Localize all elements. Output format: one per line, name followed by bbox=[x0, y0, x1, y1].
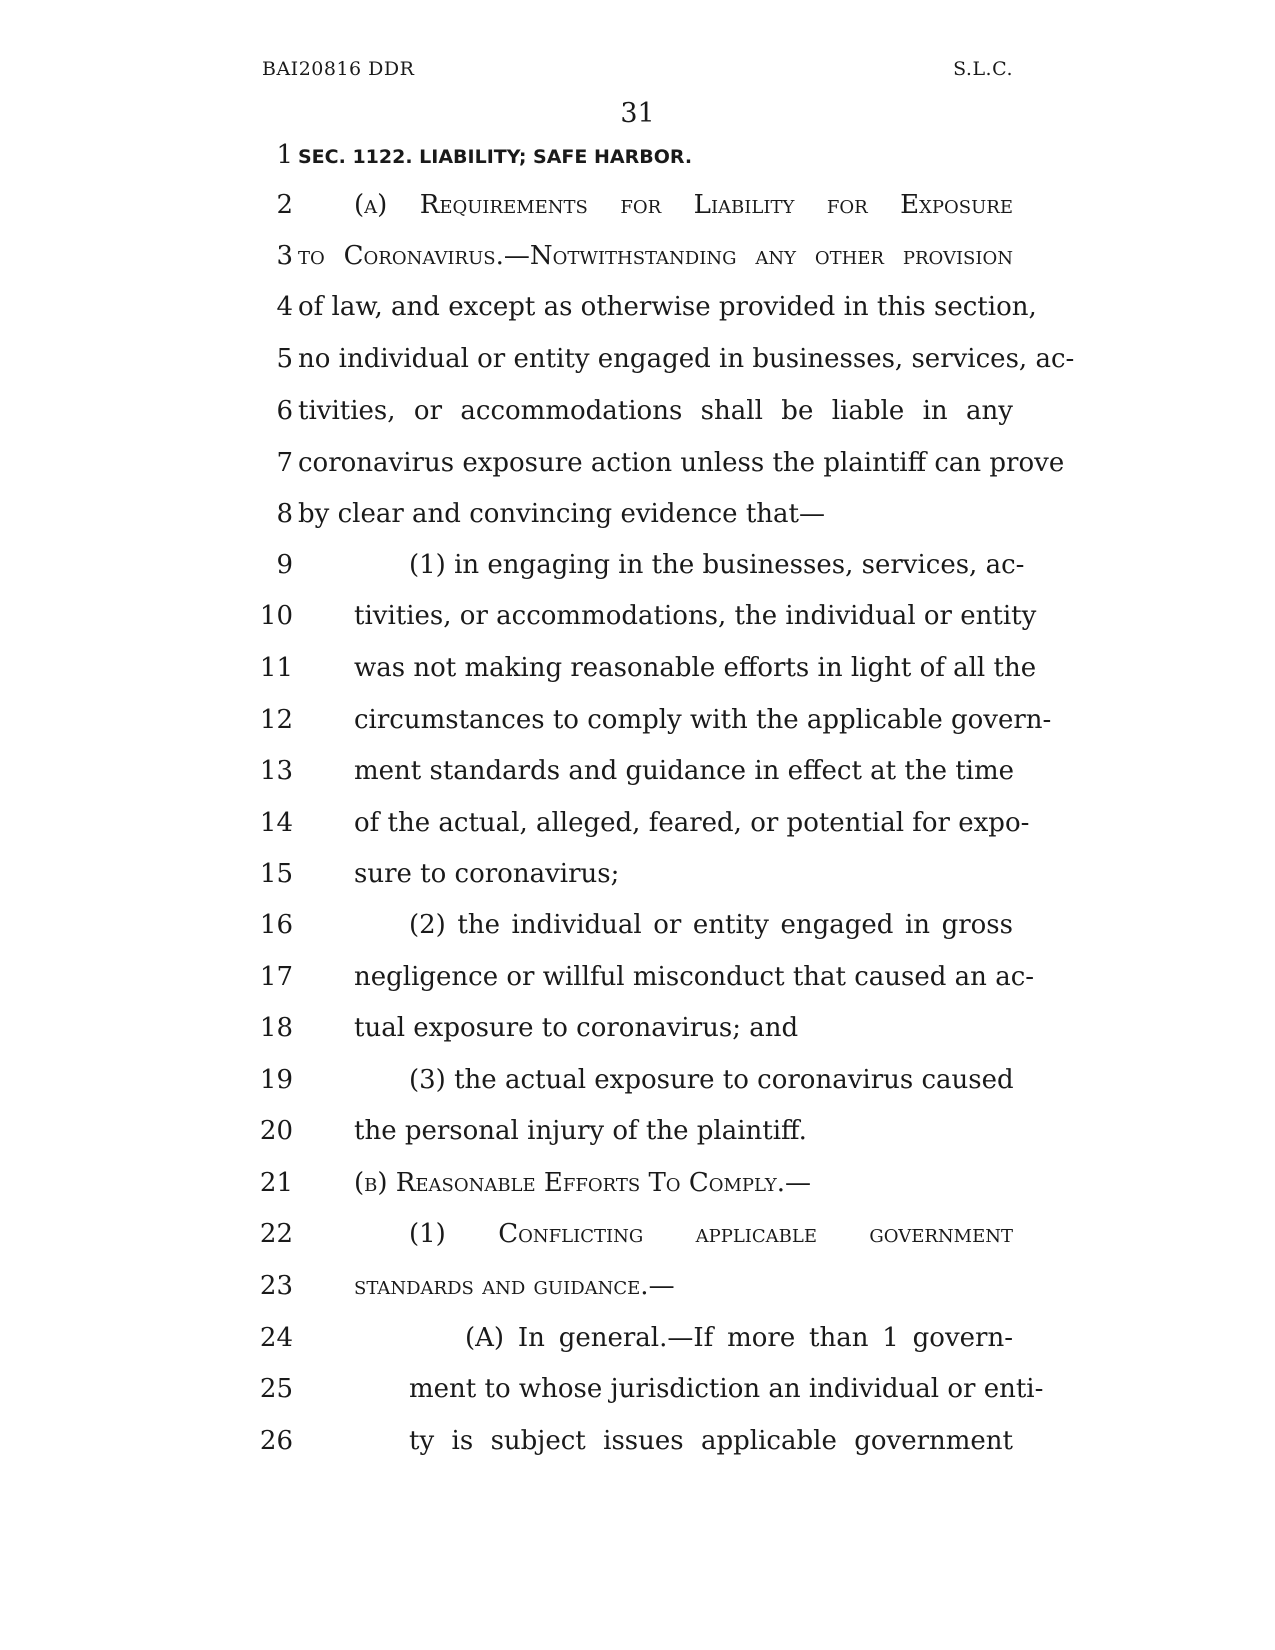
line-text: (3) the actual exposure to coronavirus caused bbox=[409, 1065, 1014, 1095]
line-text: (2) the individual or entity engaged in gross bbox=[409, 910, 1013, 940]
line-number: 1 bbox=[276, 140, 293, 170]
line-number: 24 bbox=[259, 1323, 293, 1353]
line-number: 10 bbox=[259, 601, 293, 631]
text-line bbox=[0, 756, 1275, 810]
text-line bbox=[0, 1426, 1275, 1480]
line-number: 26 bbox=[259, 1426, 293, 1456]
line-text: was not making reasonable efforts in light of all the bbox=[354, 653, 1037, 683]
text-line bbox=[0, 1271, 1275, 1325]
line-number: 3 bbox=[276, 241, 293, 271]
text-line bbox=[0, 550, 1275, 604]
text-line bbox=[0, 653, 1275, 707]
page-number: 31 bbox=[620, 98, 655, 129]
line-number: 9 bbox=[276, 550, 293, 580]
text-line bbox=[0, 140, 1275, 194]
line-number: 22 bbox=[259, 1219, 293, 1249]
line-number: 20 bbox=[259, 1116, 293, 1146]
line-text: coronavirus exposure action unless the plaintiff can prove bbox=[298, 448, 1065, 478]
line-number: 13 bbox=[259, 756, 293, 786]
text-line bbox=[0, 499, 1275, 553]
text-line bbox=[0, 705, 1275, 759]
line-text: (1) in engaging in the businesses, services, ac- bbox=[409, 550, 1025, 580]
text-line bbox=[0, 1374, 1275, 1428]
paragraph-heading: standards and guidance.— bbox=[354, 1271, 675, 1301]
line-text: sure to coronavirus; bbox=[354, 859, 620, 889]
line-number: 5 bbox=[276, 344, 293, 374]
line-number: 23 bbox=[259, 1271, 293, 1301]
line-number: 14 bbox=[259, 808, 293, 838]
text-line bbox=[0, 859, 1275, 913]
text-line bbox=[0, 1013, 1275, 1067]
line-text: tivities, or accommodations, the individual or entity bbox=[354, 601, 1037, 631]
text-line bbox=[0, 962, 1275, 1016]
line-text: ment to whose jurisdiction an individual or enti- bbox=[409, 1374, 1044, 1404]
line-number: 15 bbox=[259, 859, 293, 889]
line-number: 18 bbox=[259, 1013, 293, 1043]
document-code: S.L.C. bbox=[953, 58, 1013, 80]
section-heading: SEC. 1122. LIABILITY; SAFE HARBOR. bbox=[298, 146, 693, 168]
line-number: 2 bbox=[276, 190, 293, 220]
text-line bbox=[0, 1323, 1275, 1377]
text-line bbox=[0, 344, 1275, 398]
line-text: (A) In general.—If more than 1 govern- bbox=[465, 1323, 1013, 1353]
text-line bbox=[0, 1219, 1275, 1273]
paragraph-heading: (1) Conflicting applicable government bbox=[409, 1219, 1013, 1249]
line-text: no individual or entity engaged in businesses, services, ac- bbox=[298, 344, 1075, 374]
text-line bbox=[0, 1065, 1275, 1119]
line-number: 4 bbox=[276, 292, 293, 322]
line-text: to Coronavirus.—Notwithstanding any other provision bbox=[298, 241, 1013, 271]
line-text: (a) Requirements for Liability for Exposure bbox=[354, 190, 1013, 220]
line-number: 21 bbox=[259, 1168, 293, 1198]
line-text: of law, and except as otherwise provided in this section, bbox=[298, 292, 1037, 322]
line-number: 6 bbox=[276, 396, 293, 426]
line-text: of the actual, alleged, feared, or potential for expo- bbox=[354, 808, 1030, 838]
subsection-heading: (b) Reasonable Efforts To Comply.— bbox=[354, 1168, 811, 1198]
line-text: tual exposure to coronavirus; and bbox=[354, 1013, 799, 1043]
text-line bbox=[0, 1116, 1275, 1170]
text-line bbox=[0, 601, 1275, 655]
line-number: 16 bbox=[259, 910, 293, 940]
text-line bbox=[0, 808, 1275, 862]
line-text: negligence or willful misconduct that caused an ac- bbox=[354, 962, 1035, 992]
line-text: ment standards and guidance in effect at the time bbox=[354, 756, 1015, 786]
line-number: 8 bbox=[276, 499, 293, 529]
text-line bbox=[0, 396, 1275, 450]
line-number: 19 bbox=[259, 1065, 293, 1095]
line-number: 11 bbox=[259, 653, 293, 683]
text-line bbox=[0, 190, 1275, 244]
line-text: the personal injury of the plaintiff. bbox=[354, 1116, 807, 1146]
line-number: 17 bbox=[259, 962, 293, 992]
text-line bbox=[0, 292, 1275, 346]
document-id: BAI20816 DDR bbox=[262, 58, 415, 80]
text-line bbox=[0, 1168, 1275, 1222]
line-text: ty is subject issues applicable government bbox=[409, 1426, 1013, 1456]
line-text: by clear and convincing evidence that— bbox=[298, 499, 825, 529]
text-line bbox=[0, 448, 1275, 502]
text-line bbox=[0, 910, 1275, 964]
line-number: 25 bbox=[259, 1374, 293, 1404]
line-number: 12 bbox=[259, 705, 293, 735]
text-line bbox=[0, 241, 1275, 295]
line-number: 7 bbox=[276, 448, 293, 478]
line-text: tivities, or accommodations shall be liable in any bbox=[298, 396, 1013, 426]
line-text: circumstances to comply with the applicable govern- bbox=[354, 705, 1052, 735]
